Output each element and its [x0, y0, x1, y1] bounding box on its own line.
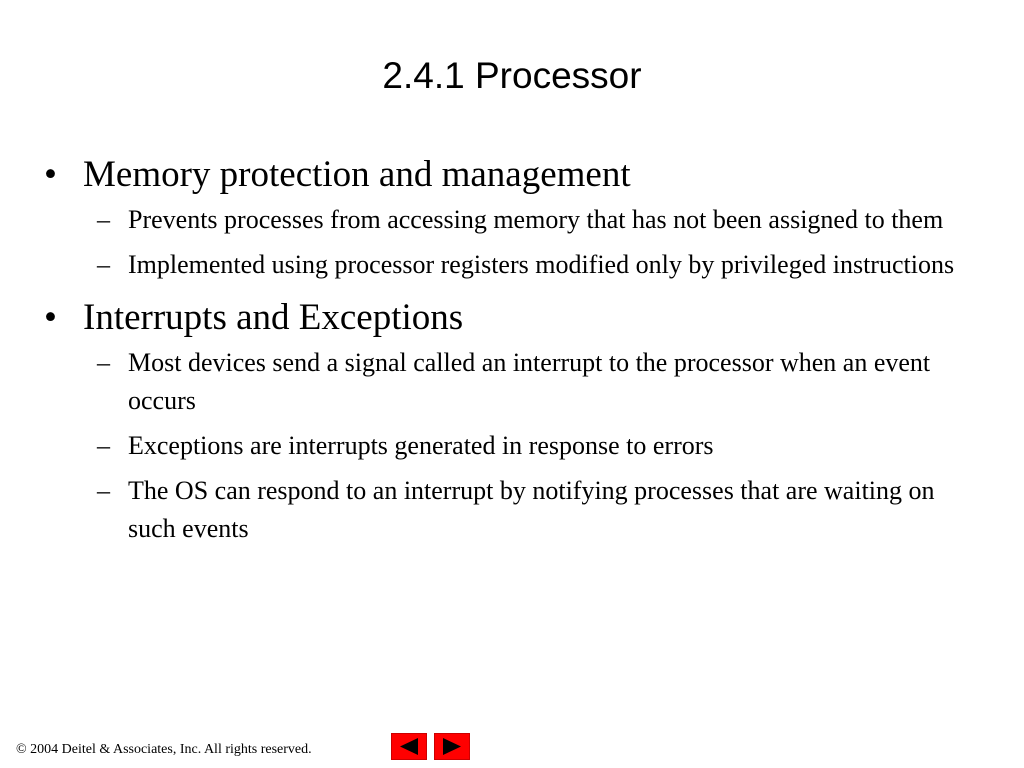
- sub-bullet-item: [0, 201, 1024, 239]
- sub-bullet-list: [0, 201, 1024, 284]
- sub-bullet-marker: –: [97, 476, 110, 505]
- sub-bullet-text: Implemented using processor registers modified only by privileged instructions: [128, 250, 955, 279]
- copyright-footer: © 2004 Deitel & Associates, Inc. All rights reserved.: [16, 742, 312, 757]
- bullet-item: [0, 153, 1024, 197]
- arrow-right-icon: [435, 734, 469, 759]
- sub-bullet-list: [0, 344, 1024, 548]
- sub-bullet-text: The OS can respond to an interrupt by notifying processes that are waiting on such events: [128, 476, 935, 543]
- bullet-item: [0, 296, 1024, 340]
- sub-bullet-item: [0, 472, 1024, 548]
- sub-bullet-text: Exceptions are interrupts generated in response to errors: [128, 431, 714, 460]
- bullet-text: Interrupts and Exceptions: [83, 297, 464, 338]
- sub-bullet-marker: –: [97, 205, 110, 234]
- sub-bullet-item: [0, 344, 1024, 420]
- previous-slide-button[interactable]: [391, 733, 427, 760]
- bullet-marker: •: [44, 297, 57, 338]
- sub-bullet-text: Prevents processes from accessing memory that has not been assigned to them: [128, 205, 944, 234]
- sub-bullet-marker: –: [97, 250, 110, 279]
- bullet-list: [0, 153, 1024, 560]
- next-slide-button[interactable]: [434, 733, 470, 760]
- sub-bullet-item: [0, 246, 1024, 284]
- bullet-text: Memory protection and management: [83, 154, 631, 195]
- slide-title: 2.4.1 Processor: [382, 55, 642, 96]
- bullet-marker: •: [44, 154, 57, 195]
- sub-bullet-marker: –: [97, 431, 110, 460]
- sub-bullet-item: [0, 427, 1024, 465]
- sub-bullet-marker: –: [97, 348, 110, 377]
- arrow-left-icon: [392, 734, 426, 759]
- sub-bullet-text: Most devices send a signal called an interrupt to the processor when an event occurs: [128, 348, 931, 415]
